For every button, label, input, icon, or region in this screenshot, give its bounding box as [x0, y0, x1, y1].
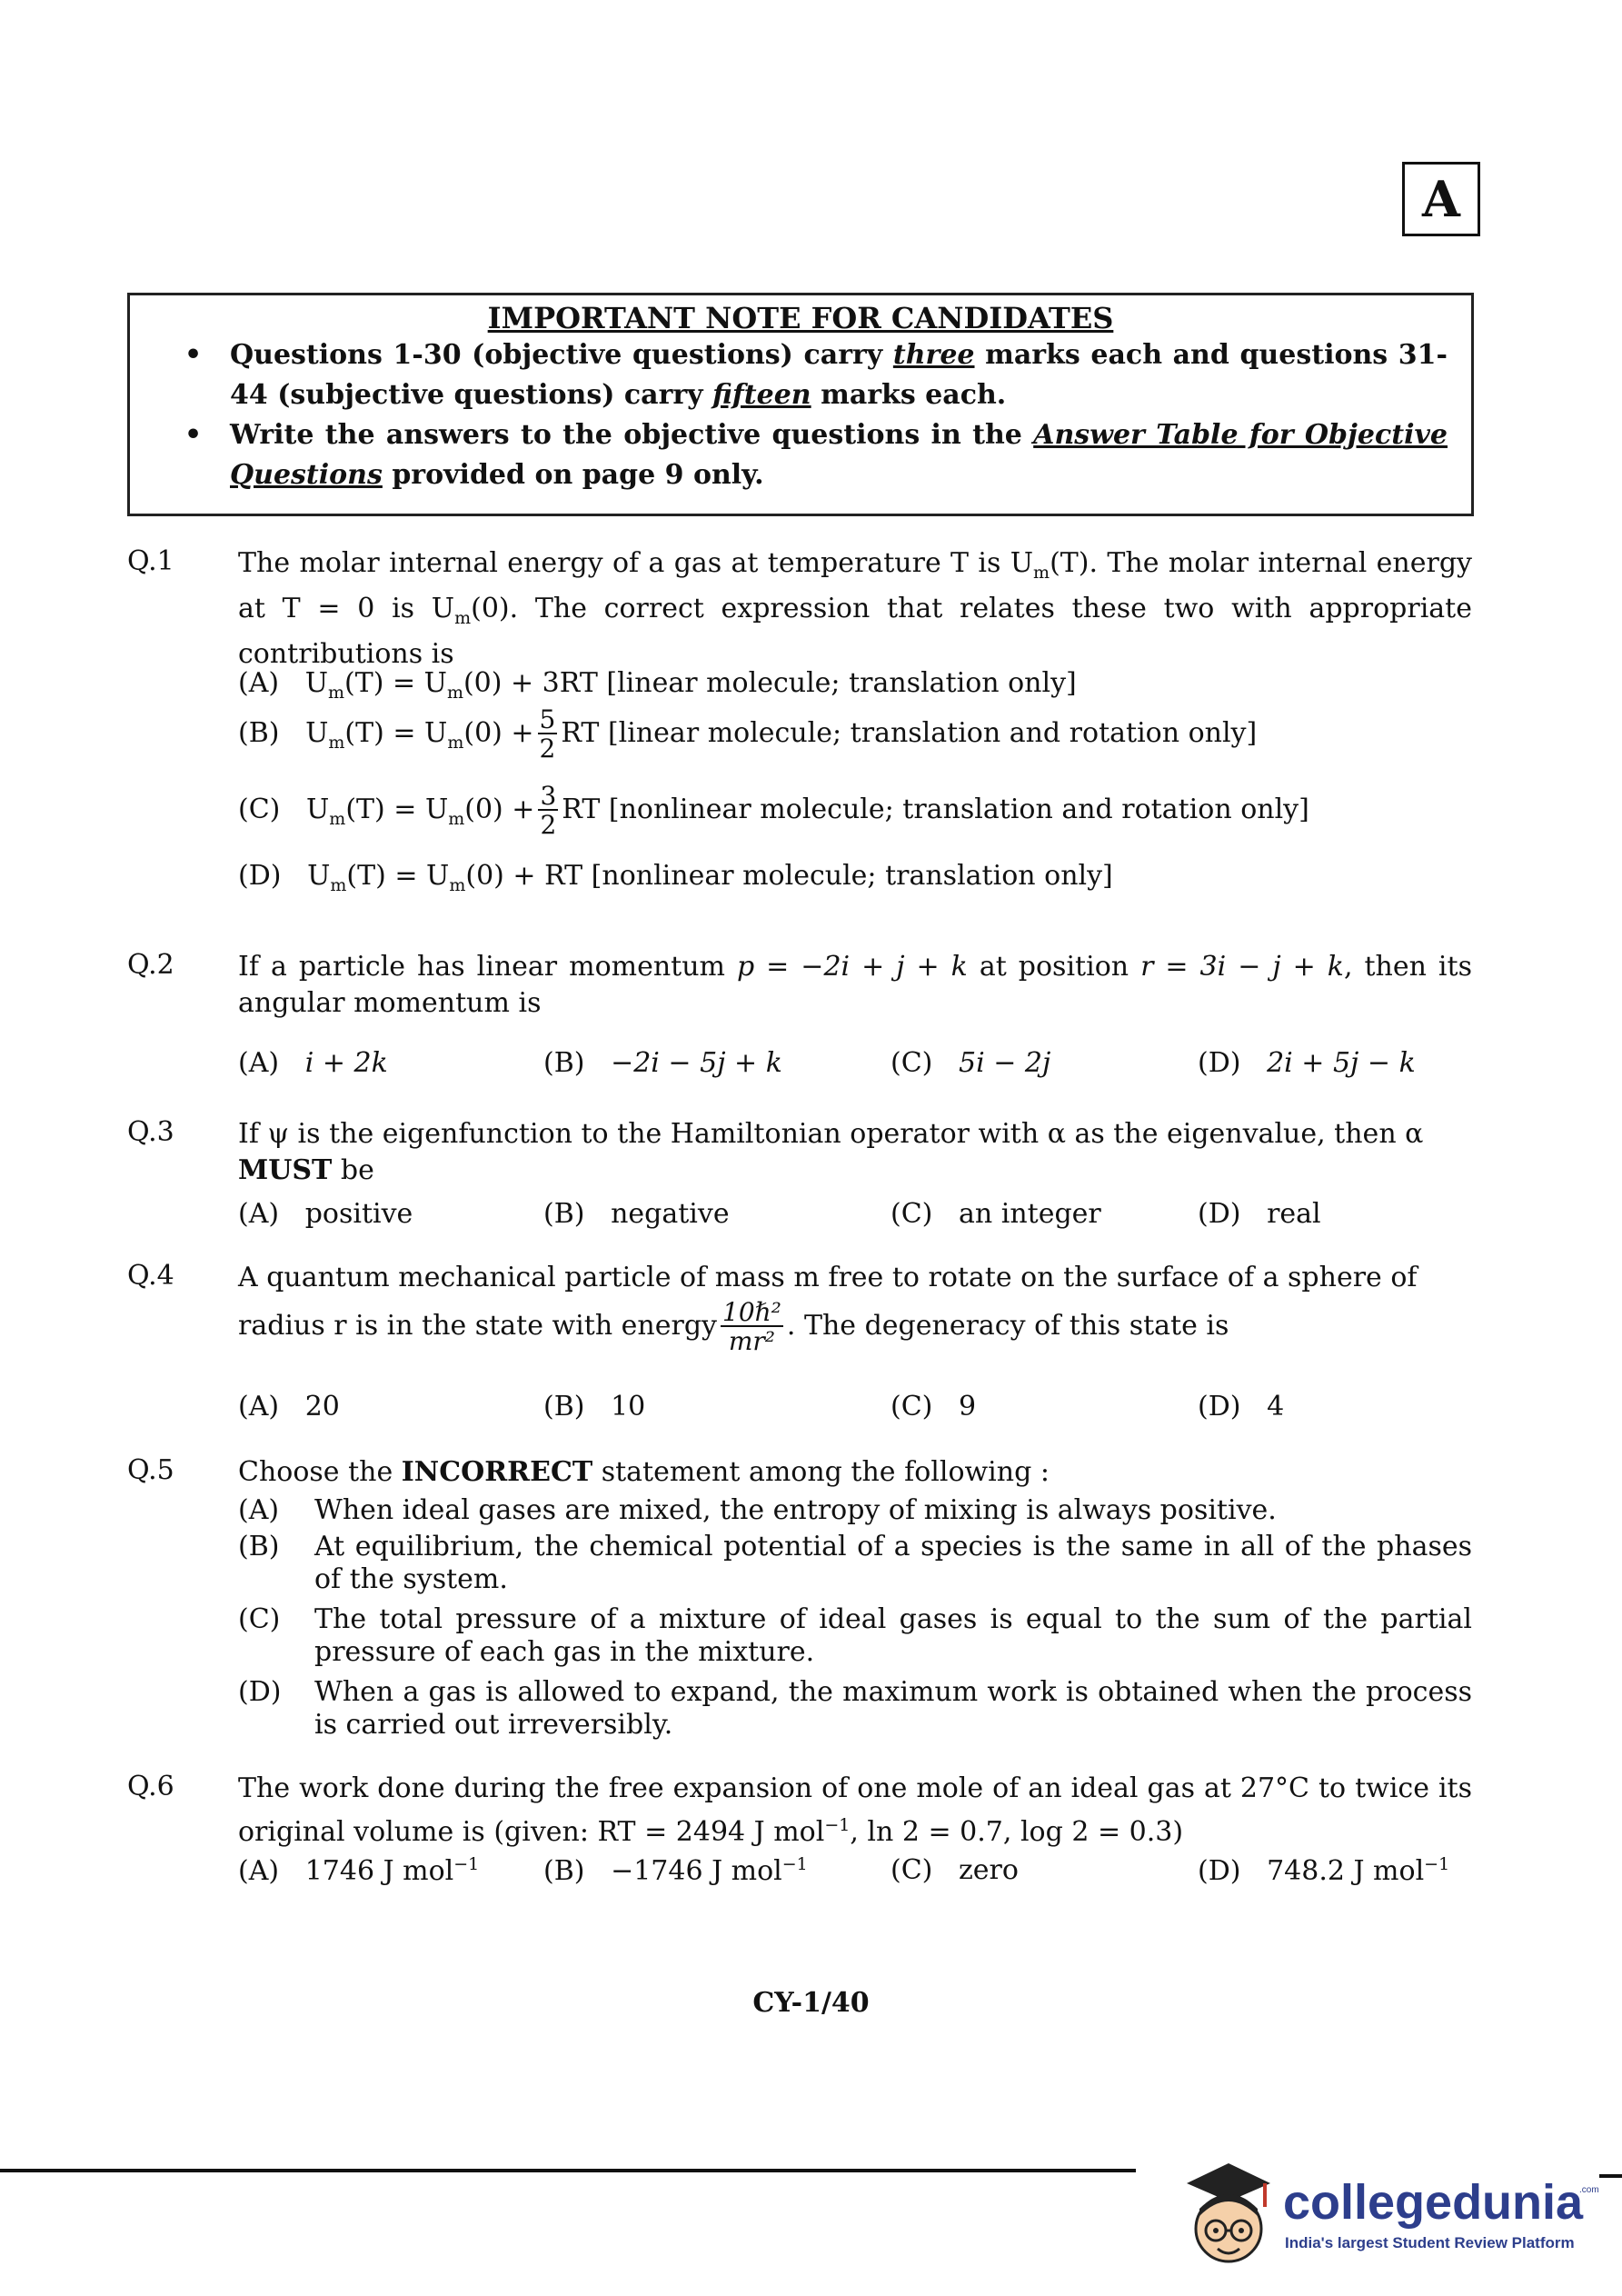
- momentum-vector: p = −2i + j + k: [736, 951, 968, 983]
- bullet-1: •: [184, 339, 203, 371]
- q1-option-b: (B) $U_m(T) = U_m(0)$ + $\frac{5}{2}$ RT [linear molecule; translation and rotation only]: [238, 704, 1258, 764]
- question-3-text: If ψ is the eigenfunction to the Hamiltonian operator with α as the eigenvalue, then α MUST be: [238, 1118, 1424, 1186]
- note-title: IMPORTANT NOTE FOR CANDIDATES: [487, 301, 1114, 335]
- q5-option-c: The total pressure of a mixture of ideal gases is equal to the sum of the partial pressure of each gas in the mixture.: [314, 1603, 1472, 1668]
- question-number-2: Q.2: [127, 949, 174, 981]
- q6-option-b: (B) −1746 J mol$^{-1}$: [543, 1854, 808, 1887]
- q5-option-c-label: (C): [238, 1603, 281, 1635]
- q5-option-a: When ideal gases are mixed, the entropy of mixing is always positive.: [314, 1494, 1277, 1526]
- q5-option-b-label: (B): [238, 1531, 280, 1562]
- q5-option-d-label: (D): [238, 1676, 282, 1708]
- question-number-5: Q.5: [127, 1454, 174, 1486]
- q2-option-c: (C) 5i − 2j: [891, 1047, 1051, 1079]
- brand-com: .com: [1579, 2185, 1599, 2195]
- q4-option-d: (D) 4: [1198, 1391, 1285, 1423]
- q6-option-c: (C) zero: [891, 1854, 1019, 1886]
- q3-option-b: (B) negative: [543, 1198, 730, 1230]
- bullet-2: •: [184, 419, 203, 451]
- question-4-text: A quantum mechanical particle of mass m free to rotate on the surface of a sphere of: [238, 1262, 1418, 1293]
- q2-option-d: (D) 2i + 5j − k: [1198, 1047, 1416, 1079]
- bottom-rule-right: [1599, 2174, 1622, 2178]
- q5-option-d: When a gas is allowed to expand, the maximum work is obtained when the process is carried out irreversibly.: [314, 1676, 1472, 1741]
- q3-option-c: (C) an integer: [891, 1198, 1101, 1230]
- important-note-box: [127, 293, 1474, 516]
- position-vector: r = 3i − j + k: [1140, 951, 1344, 983]
- q5-option-b: At equilibrium, the chemical potential of a species is the same in all of the phases of the system.: [314, 1531, 1472, 1595]
- mascot-icon: [1179, 2156, 1276, 2276]
- set-code-box: A: [1402, 162, 1480, 236]
- question-5-text: Choose the INCORRECT statement among the following :: [238, 1456, 1050, 1488]
- question-1-text: The molar internal energy of a gas at temperature T is $U_m(T)$. The molar internal energy at T = 0 is $U_m(0)$. The correct expression that relates these two with appropriate contributions is: [238, 547, 1472, 670]
- question-number-4: Q.4: [127, 1260, 174, 1292]
- q1-option-c: (C) $U_m(T) = U_m(0)$ + $\frac{3}{2}$ RT [nonlinear molecule; translation and rotation only]: [238, 781, 1309, 840]
- q1-option-a: (A) $U_m(T) = U_m(0) + 3RT$ [linear molecule; translation only]: [238, 667, 1077, 703]
- note-bullet-1: Questions 1-30 (objective questions) carry three marks each and questions 31-44 (subjective questions) carry fifteen marks each.: [230, 339, 1448, 411]
- q4-option-c: (C) 9: [891, 1391, 977, 1423]
- page-footer: CY-1/40: [752, 1987, 870, 2019]
- question-2-text: If a particle has linear momentum p = −2i + j + k at position r = 3i − j + k, then its angular momentum is: [238, 951, 1472, 1019]
- bottom-rule: [0, 2169, 1136, 2172]
- q3-option-a: (A) positive: [238, 1198, 413, 1230]
- q2-option-a: (A) i + 2k: [238, 1047, 388, 1079]
- question-4-text-line2: radius r is in the state with energy $\frac{\text{10ℏ²}}{\text{mr²}}$ . The degeneracy of this state is: [238, 1297, 1229, 1356]
- brand-name: collegedunia: [1283, 2175, 1584, 2230]
- q4-option-b: (B) 10: [543, 1391, 646, 1423]
- question-number-6: Q.6: [127, 1771, 174, 1802]
- question-number-3: Q.3: [127, 1116, 174, 1148]
- q6-option-d: (D) 748.2 J mol$^{-1}$: [1198, 1854, 1450, 1887]
- question-number-1: Q.1: [127, 545, 174, 577]
- note-bullet-2: Write the answers to the objective questions in the Answer Table for Objective Questions provided on page 9 only.: [230, 419, 1448, 491]
- q5-option-a-label: (A): [238, 1494, 280, 1526]
- brand-tagline: India's largest Student Review Platform: [1285, 2234, 1575, 2251]
- q4-option-a: (A) 20: [238, 1391, 340, 1423]
- question-6-text: The work done during the free expansion of one mole of an ideal gas at 27°C to twice its original volume is (given: RT = 2494 J mol$^{-1}$, ln 2 = 0.7, log 2 = 0.3): [238, 1772, 1472, 1848]
- q1-option-d: (D) $U_m(T) = U_m(0)$ + RT [nonlinear molecule; translation only]: [238, 860, 1113, 895]
- q2-option-b: (B) −2i − 5j + k: [543, 1047, 782, 1079]
- q3-option-d: (D) real: [1198, 1198, 1321, 1230]
- q6-option-a: (A) 1746 J mol$^{-1}$: [238, 1854, 480, 1887]
